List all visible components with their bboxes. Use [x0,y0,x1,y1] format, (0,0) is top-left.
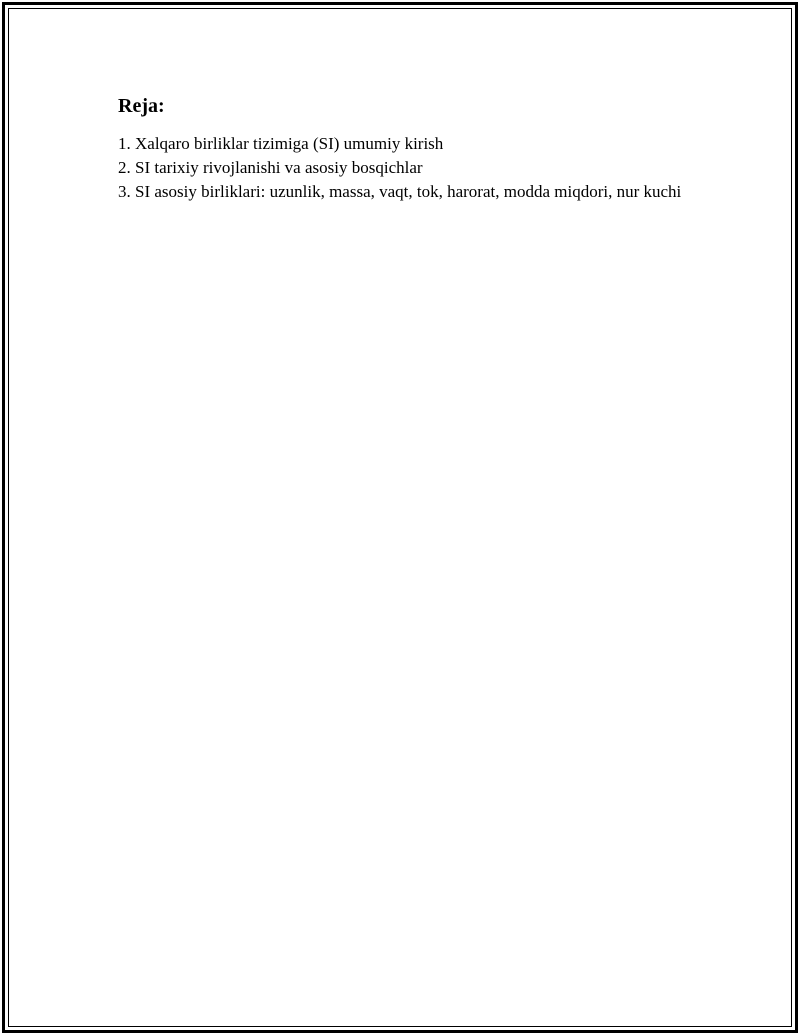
plan-heading: Reja: [118,95,165,117]
plan-list [118,132,688,204]
plan-item-3: 3. SI asosiy birliklari: uzunlik, massa, vaqt, tok, harorat, modda miqdori, nur kuchi [118,182,682,201]
plan-item-2: 2. SI tarixiy rivojlanishi va asosiy bosqichlar [118,158,423,177]
page-content [118,92,688,204]
plan-item-1: 1. Xalqaro birliklar tizimiga (SI) umumiy kirish [118,134,444,153]
